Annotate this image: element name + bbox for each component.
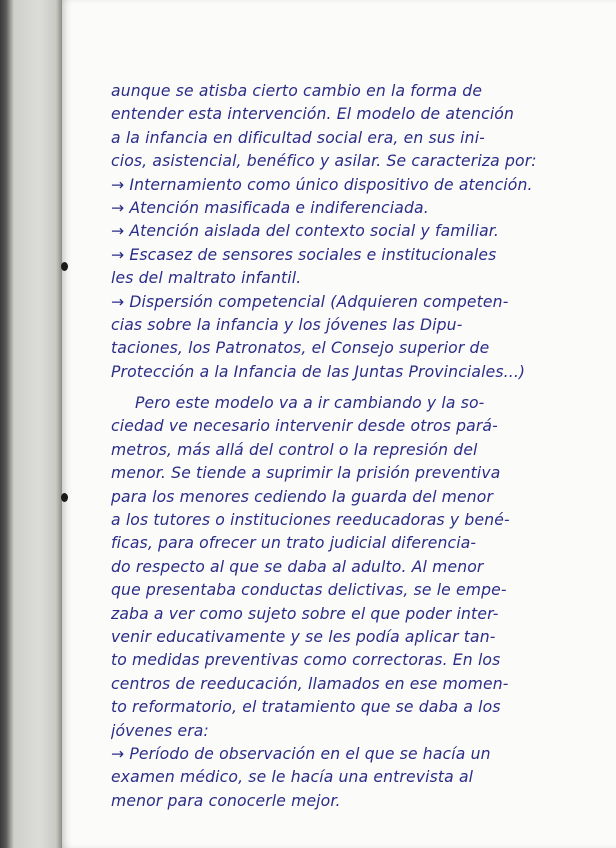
text-line: examen médico, se le hacía una entrevista al — [111, 768, 474, 787]
text-line: Pero este modelo va a ir cambiando y la so- — [135, 394, 485, 413]
text-line: centros de reeducación, llamados en ese momen- — [111, 674, 509, 693]
text-line: taciones, los Patronatos, el Consejo superior de — [111, 339, 490, 358]
binder-hole-top — [61, 262, 68, 271]
paragraph-1 — [111, 80, 596, 384]
text-line: ciedad ve necesario intervenir desde otros pará- — [111, 417, 498, 436]
text-line: que presentaba conductas delictivas, se le empe- — [111, 581, 507, 600]
text-line: cios, asistencial, benéfico y asilar. Se caracteriza por: — [111, 152, 537, 171]
paragraph-2 — [111, 392, 596, 813]
scanner-edge — [0, 0, 62, 848]
text-line: ficas, para ofrecer un trato judicial diferencia- — [111, 534, 477, 553]
text-line: zaba a ver como sujeto sobre el que poder inter- — [111, 604, 499, 623]
text-line: cias sobre la infancia y los jóvenes las Dipu- — [111, 315, 463, 334]
bullet-line: → Internamiento como único dispositivo de atención. — [111, 175, 533, 194]
text-line: a los tutores o instituciones reeducadoras y bené- — [111, 511, 510, 530]
text-line: do respecto al que se daba al adulto. Al menor — [111, 557, 484, 576]
text-line: metros, más allá del control o la represión del — [111, 440, 478, 459]
text-line: para los menores cediendo la guarda del menor — [111, 487, 494, 506]
bullet-line: → Período de observación en el que se hacía un — [111, 744, 491, 763]
text-line: aunque se atisba cierto cambio en la forma de — [111, 82, 483, 100]
text-line: menor. Se tiende a suprimir la prisión preventiva — [111, 464, 501, 483]
text-line: jóvenes era: — [111, 721, 209, 740]
text-line: a la infancia en dificultad social era, en sus ini- — [111, 128, 485, 147]
bullet-line: → Dispersión competencial (Adquieren competen- — [111, 292, 509, 311]
binder-hole-bottom — [61, 493, 68, 502]
text-line: venir educativamente y se les podía aplicar tan- — [111, 627, 496, 646]
text-line: les del maltrato infantil. — [111, 269, 302, 288]
text-line: menor para conocerle mejor. — [111, 791, 341, 810]
bullet-line: → Atención masificada e indiferenciada. — [111, 198, 429, 217]
bullet-line: → Escasez de sensores sociales e institucionales — [111, 245, 497, 264]
text-line: Protección a la Infancia de las Juntas Provinciales...) — [111, 362, 526, 381]
handwritten-text — [111, 80, 596, 813]
bullet-line: → Atención aislada del contexto social y familiar. — [111, 222, 500, 241]
text-line: to medidas preventivas como correctoras. En los — [111, 651, 501, 670]
text-line: to reformatorio, el tratamiento que se daba a los — [111, 698, 501, 717]
text-line: entender esta intervención. El modelo de atención — [111, 105, 515, 124]
